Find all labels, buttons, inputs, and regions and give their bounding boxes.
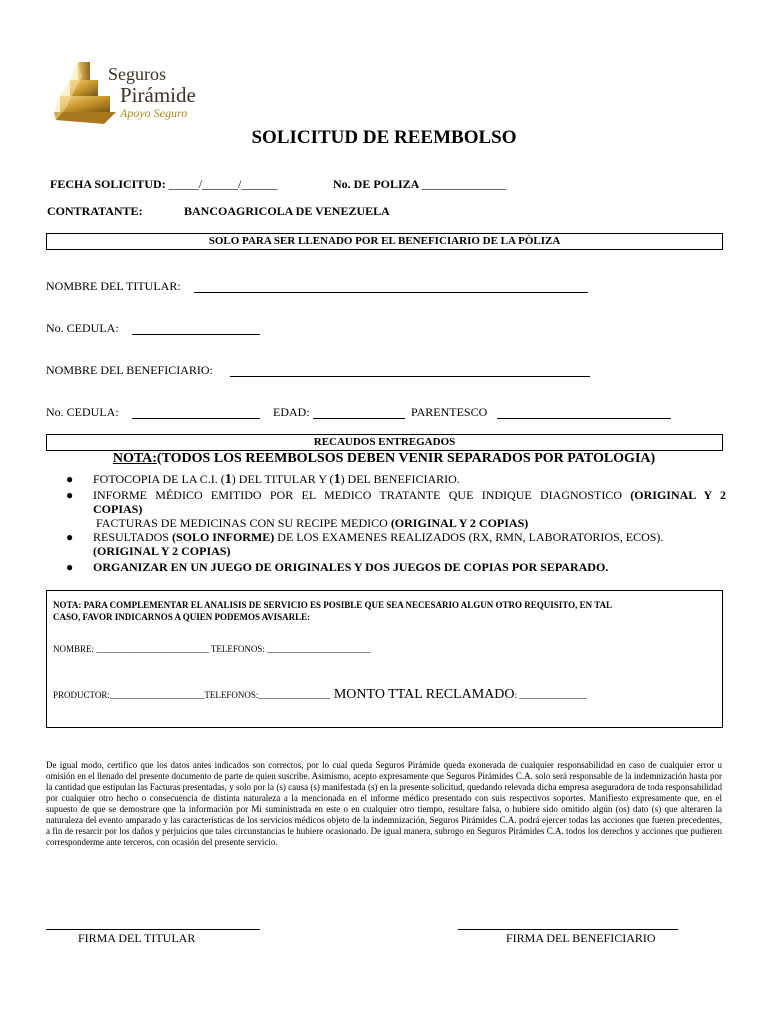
bullet-icon: ● [66, 488, 74, 502]
note-box [46, 590, 723, 728]
item-number: 1 [333, 472, 341, 487]
fecha-row [50, 177, 277, 192]
nota-line [0, 451, 768, 467]
nota-text: (TODOS LOS REEMBOLSOS DEBEN VENIR SEPARADOS POR PATOLOGIA) [156, 451, 656, 466]
recaudos-section-header: RECAUDOS ENTREGADOS [46, 434, 723, 451]
item-text: ) DEL TITULAR Y ( [231, 472, 334, 486]
titular-field[interactable] [194, 279, 588, 293]
pyramid-logo-icon [52, 58, 116, 128]
productor-field[interactable]: PRODUCTOR:_____________________ [53, 690, 205, 700]
parentesco-label: PARENTESCO [411, 405, 488, 419]
poliza-row [333, 177, 506, 192]
item-bold-text: ORGANIZAR EN UN JUEGO DE ORIGINALES Y DOS JUEGOS DE COPIAS POR SEPARADO. [93, 560, 609, 574]
parentesco-field[interactable] [497, 405, 671, 419]
item-text: FACTURAS DE MEDICINAS CON SU RECIPE MEDICO [96, 516, 391, 530]
item-text: DE LOS EXAMENES REALIZADOS (RX, RMN, LABORATORIOS, ECOS). [274, 530, 664, 544]
list-item [66, 516, 726, 530]
contratante-value: BANCOAGRICOLA DE VENEZUELA [184, 204, 390, 218]
productor-row [53, 687, 587, 703]
signature-line-beneficiario[interactable] [458, 929, 678, 930]
nombre-field[interactable]: NOMBRE: _________________________ [53, 644, 209, 654]
monto-label: MONTO TTAL RECLAMADO [330, 687, 515, 702]
titular-row [46, 279, 181, 294]
company-logo [52, 58, 202, 128]
item-bold-text: (ORIGINAL Y 2 [630, 488, 727, 502]
cedula2-field[interactable] [132, 405, 260, 419]
fecha-label: FECHA SOLICITUD: [50, 177, 166, 191]
list-item [66, 560, 726, 574]
bullet-icon: ● [66, 472, 74, 486]
list-item [66, 530, 726, 558]
cedula-label: No. CEDULA: [46, 321, 119, 335]
poliza-label: No. DE POLIZA [333, 177, 419, 191]
contratante-label: CONTRATANTE: [47, 204, 143, 218]
fecha-field[interactable]: _____/______/______ [168, 177, 278, 191]
note-box-line2: CASO, FAVOR INDICARNOS A QUIEN PODEMOS AVISARLE: [53, 612, 311, 622]
firma-beneficiario-label: FIRMA DEL BENEFICIARIO [506, 931, 656, 945]
telefonos2-field[interactable]: TELEFONOS:________________ [204, 690, 331, 700]
beneficiario-field[interactable] [230, 363, 590, 377]
bullet-icon: ● [66, 530, 74, 544]
edad-label: EDAD: [273, 405, 310, 419]
page-title: SOLICITUD DE REEMBOLSO [251, 127, 517, 148]
item-bold-text: (SOLO INFORME) [171, 530, 275, 544]
logo-tagline: Apoyo Seguro [120, 106, 188, 120]
logo-brand-line1: Seguros [108, 64, 166, 84]
list-item [66, 472, 726, 487]
poliza-field[interactable]: ______________ [421, 177, 506, 191]
beneficiario-label: NOMBRE DEL BENEFICIARIO: [46, 363, 213, 377]
item-bold-text: COPIAS) [93, 502, 143, 516]
legal-declaration: De igual modo, certifico que los datos antes indicados son correctos, por lo cual queda Seguros Pirámide queda exonerada de cualquier responsabilidad en caso de cualquier error u omisión en el llenado del presente documento de parte de quien suscribe. Asimismo, acepto expresamente que Seguros Pirámides C.A. solo será responsable de la indemnización hasta por la cantidad que estipulan las Facturas presentadas, y solo por la (s) causa (s) manifestada (s) en la presente solicitud, quedando relevada dicha empresa aseguradora de toda responsabilidad por cualquier otro hecho o consecuencia de distinta naturaleza a la mencionada en el informe médico presentado con suis respectivos soportes. Manifiesto expresamente que, en el supuesto de que se demostrare que la información por Mi suministrada en este o en cualquier otro tiempo, resultare falsa, o hubiere sido omitido algún (os) dato (s) que alteraren la naturaleza del evento amparado y las características de los servicios médicos objeto de la indemnización, Seguros Pirámides C.A. podrá ejercer todas las acciones que fueren precedentes, a fin de resarcir por los daños y perjuicios que tales circunstancias le hubiere ocasionado. De igual manera, subrogo en Seguros Pirámides C.A. todos los derechos y acciones que pudieren corresponderme ante terceros, con ocasión del presente servicio. [46, 760, 722, 847]
note-box-text [53, 599, 717, 623]
monto-field[interactable]: : _______________ [514, 690, 587, 700]
item-text: INFORME MÉDICO EMITIDO POR EL MEDICO TRATANTE QUE INDIQUE DIAGNOSTICO [93, 488, 631, 502]
firma-titular-label: FIRMA DEL TITULAR [78, 931, 196, 945]
cedula-field[interactable] [132, 321, 260, 335]
item-bold-text: (ORIGINAL Y 2 COPIAS) [390, 516, 529, 530]
contact-row [53, 644, 371, 654]
beneficiary-section-header: SOLO PARA SER LLENADO POR EL BENEFICIARIO DE LA PÒLIZA [46, 233, 723, 250]
item-bold-text: (ORIGINAL Y 2 COPIAS) [93, 544, 231, 558]
edad-field[interactable] [313, 405, 405, 419]
note-box-line1: NOTA: PARA COMPLEMENTAR EL ANALISIS DE SERVICIO ES POSIBLE QUE SEA NECESARIO ALGUN OTRO REQUISITO, EN TAL [53, 600, 613, 610]
bullet-icon: ● [66, 560, 74, 574]
logo-brand-line2: Pirámide [120, 83, 196, 107]
item-text: RESULTADOS [93, 530, 172, 544]
list-item [66, 488, 726, 516]
signature-line-titular[interactable] [46, 929, 260, 930]
titular-label: NOMBRE DEL TITULAR: [46, 279, 181, 293]
telefonos-field[interactable]: TELEFONOS: _______________________ [208, 644, 371, 654]
cedula2-label: No. CEDULA: [46, 405, 119, 419]
item-text: FOTOCOPIA DE LA C.I. ( [93, 472, 225, 486]
nota-label: NOTA: [112, 451, 157, 466]
recaudos-list [66, 472, 726, 574]
item-number: 1 [224, 472, 232, 487]
item-text: ) DEL BENEFICIARIO. [340, 472, 460, 486]
